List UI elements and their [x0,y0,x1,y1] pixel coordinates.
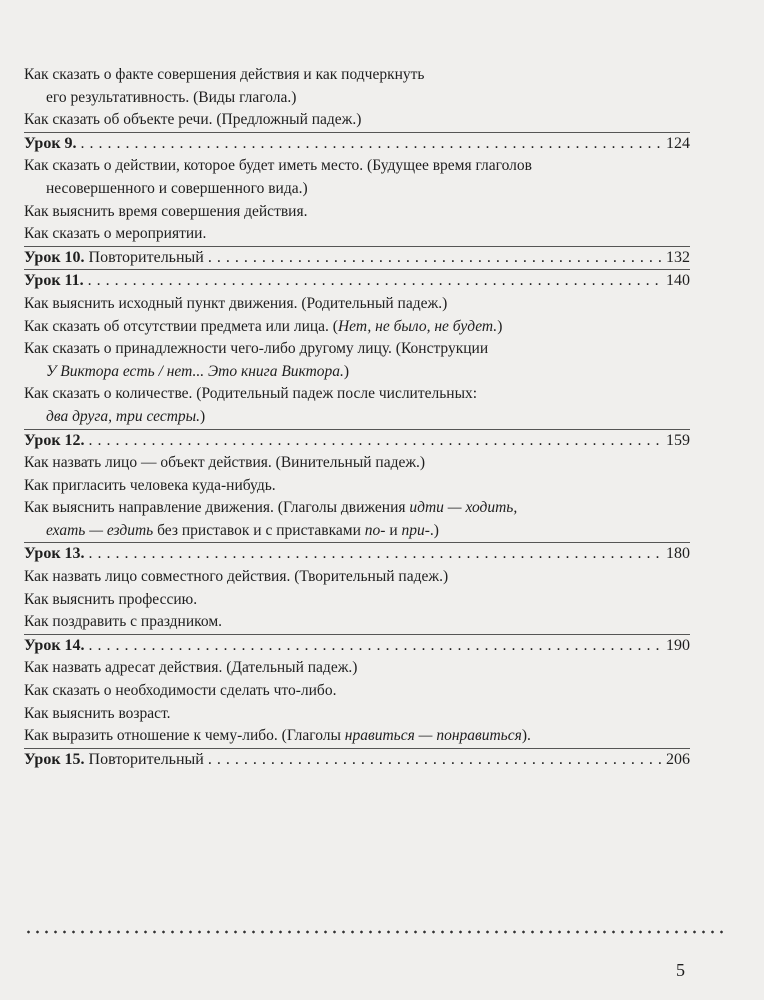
lesson-title: Урок 12. [24,431,85,449]
page-number: 5 [676,960,685,980]
leader-dots [89,543,664,566]
topic-line [24,406,690,429]
topic-line: его результативность. (Виды глагола.) [46,88,297,106]
topic-line: Как поздравить с праздником. [24,613,223,631]
leader-dots [89,430,664,453]
topic-text: ) [343,362,350,380]
lesson-heading[interactable] [24,430,690,453]
topic-line: Как сказать о действии, которое будет иметь место. (Будущее время глаголов [24,157,532,175]
topic-line: Как сказать о количестве. (Родительный падеж после числительных: [24,385,478,403]
topic-line [24,497,690,520]
topic-line: Как сказать об объекте речи. (Предложный падеж.) [24,111,362,129]
topic-line: Как назвать лицо — объект действия. (Винительный падеж.) [24,454,426,472]
topic-text: Как выразить отношение к чему-либо. (Глаголы [24,727,345,745]
topic-line: Как назвать лицо совместного действия. (Творительный падеж.) [24,568,449,586]
lesson-page-number: 132 [666,248,690,266]
lesson-heading[interactable] [24,543,690,566]
topic-line: Как выяснить профессию. [24,590,198,608]
topic-line: Как сказать о факте совершения действия и как подчеркнуть [24,66,425,83]
topic-text: ) [497,317,503,335]
lesson-title: Урок 11. [24,272,84,290]
lesson-subtitle: Повторительный [88,248,204,266]
topic-italic-text: при- [401,521,430,539]
footer-dotted-rule [24,930,724,934]
leader-dots [88,270,664,293]
topic-line: Как выяснить исходный пункт движения. (Родительный падеж.) [24,294,448,312]
topic-line: Как сказать о мероприятии. [24,225,207,243]
topic-text: ) [200,407,206,425]
lesson-title: Урок 15. [24,750,85,768]
topic-italic-text: два друга, три сестры. [46,407,201,425]
topic-text: и [385,521,402,539]
lesson-heading[interactable] [24,270,690,293]
topic-line: Как сказать о принадлежности чего-либо другому лицу. (Конструкции [24,340,489,358]
topic-text: .) [429,521,439,539]
leader-dots [208,749,664,772]
topic-line: Как назвать адресат действия. (Дательный падеж.) [24,659,358,677]
lesson-page-number: 180 [666,545,690,563]
topic-line: Как выяснить возраст. [24,704,171,722]
topic-line: Как сказать о необходимости сделать что-либо. [24,682,337,700]
lesson-heading[interactable] [24,749,690,772]
leader-dots [89,635,664,658]
lesson-title: Урок 9. [24,134,77,152]
lesson-subtitle: Повторительный [88,750,204,768]
topic-text: без приставок и с приставками [153,521,365,539]
lesson-page-number: 206 [666,750,690,768]
topic-italic-text: У Виктора есть / нет... Это книга Виктора. [46,362,344,380]
lesson-heading[interactable] [24,635,690,658]
lesson-heading[interactable] [24,247,690,270]
lesson-title: Урок 13. [24,545,85,563]
topic-italic-text: нравиться — понравиться [344,727,522,745]
topic-line: несовершенного и совершенного вида.) [46,179,308,197]
topic-text: ). [521,727,531,745]
topic-line [24,520,690,543]
lesson-page-number: 124 [666,134,690,152]
lesson-page-number: 159 [666,431,690,449]
topic-line: Как выяснить время совершения действия. [24,202,308,220]
topic-line: Как пригласить человека куда-нибудь. [24,476,276,494]
topic-text: Как выяснить направление движения. (Глаголы движения [24,499,410,517]
lesson-page-number: 140 [666,272,690,290]
leader-dots [81,133,664,156]
lesson-heading[interactable] [24,133,690,156]
topic-text: Как сказать об отсутствии предмета или лица. ( [24,317,338,335]
topic-italic-text: идти — ходить, [409,499,518,517]
topic-italic-text: по- [364,521,386,539]
table-of-contents [24,64,690,771]
topic-line [24,316,690,339]
topic-italic-text: Нет, не было, не будет. [337,317,498,335]
lesson-title: Урок 14. [24,636,85,654]
lesson-title: Урок 10. [24,248,85,266]
topic-line [24,725,690,748]
topic-line [24,361,690,384]
lesson-page-number: 190 [666,636,690,654]
leader-dots [208,247,664,270]
topic-italic-text: ехать — ездить [46,521,154,539]
